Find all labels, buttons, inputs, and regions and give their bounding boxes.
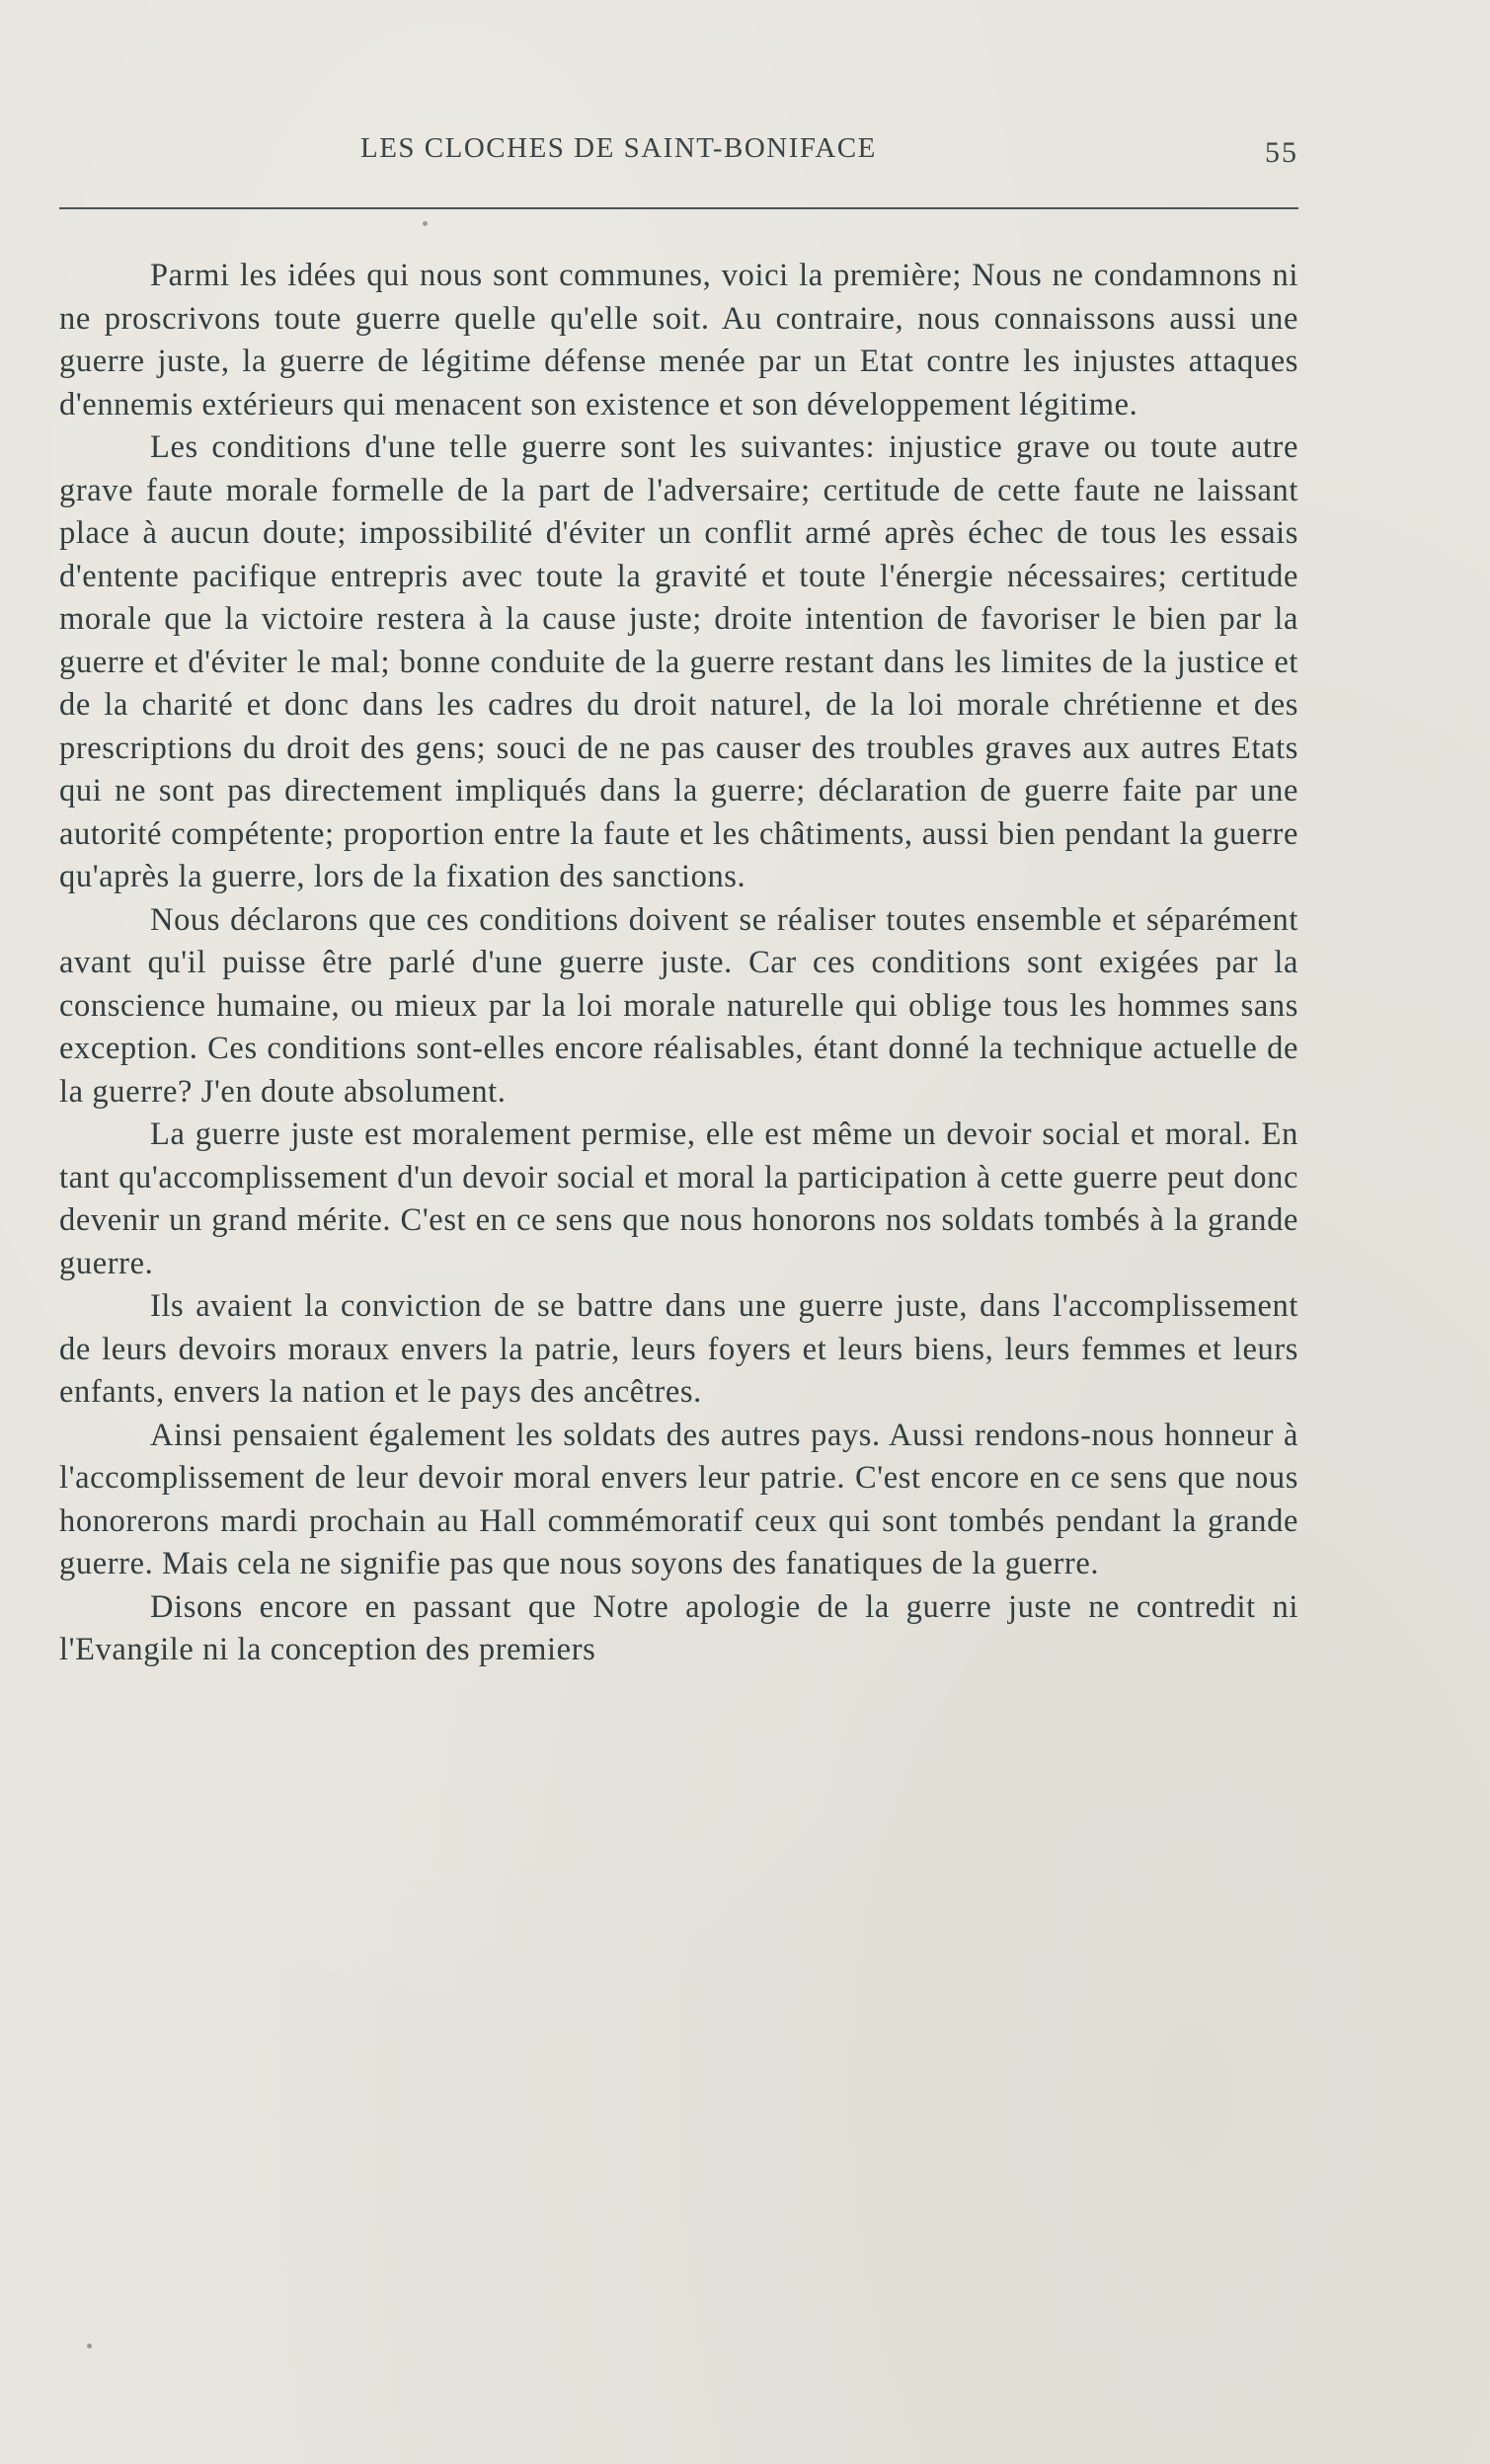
running-title: LES CLOCHES DE SAINT-BONIFACE <box>360 132 877 164</box>
paragraph: Nous déclarons que ces conditions doivent se réaliser toutes ensemble et séparément avant qu'il puisse être parlé d'une guerre juste. Car ces conditions sont exigées par la conscience humaine, ou mieux par la loi morale naturelle qui oblige tous les hommes sans exception. Ces conditions sont-elles encore réalisables, étant donné la technique actuelle de la guerre? J'en doute absolument. <box>59 901 1298 1110</box>
paper-speck <box>423 221 428 226</box>
page-header <box>59 126 1298 174</box>
paragraph: Ainsi pensaient également les soldats des autres pays. Aussi rendons-nous honneur à l'accomplissement de leur devoir moral envers leur patrie. C'est encore en ce sens que nous honorerons mardi prochain au Hall commémoratif ceux qui sont tombés pendant la grande guerre. Mais cela ne signifie pas que nous soyons des fanatiques de la guerre. <box>59 1417 1298 1581</box>
header-rule <box>59 207 1298 209</box>
paragraph: Les conditions d'une telle guerre sont les suivantes: injustice grave ou toute autre grave faute morale formelle de la part de l'adversaire; certitude de cette faute ne laissant place à aucun doute; impossibilité d'éviter un conflit armé après échec de tous les essais d'entente pacifique entrepris avec toute la gravité et toute l'énergie nécessaires; certitude morale que la victoire restera à la cause juste; droite intention de favoriser le bien par la guerre et d'éviter le mal; bonne conduite de la guerre restant dans les limites de la justice et de la charité et donc dans les cadres du droit naturel, de la loi morale chrétienne et des prescriptions du droit des gens; souci de ne pas causer des troubles graves aux autres Etats qui ne sont pas directement impliqués dans la guerre; déclaration de guerre faite par une autorité compétente; proportion entre la faute et les châtiments, aussi bien pendant la guerre qu'après la guerre, lors de la fixation des sanctions. <box>59 429 1298 894</box>
body-text <box>59 255 1298 1672</box>
paragraph: La guerre juste est moralement permise, elle est même un devoir social et moral. En tant qu'accomplissement d'un devoir social et moral la participation à cette guerre peut donc devenir un grand mérite. C'est en ce sens que nous honorons nos soldats tombés à la grande guerre. <box>59 1116 1298 1281</box>
paragraph: Disons encore en passant que Notre apologie de la guerre juste ne contredit ni l'Evangile ni la conception des premiers <box>59 1588 1298 1667</box>
paragraph: Parmi les idées qui nous sont communes, voici la première; Nous ne condamnons ni ne proscrivons toute guerre quelle qu'elle soit. Au contraire, nous connaissons aussi une guerre juste, la guerre de légitime défense menée par un Etat contre les injustes attaques d'ennemis extérieurs qui menacent son existence et son développement légitime. <box>59 258 1298 423</box>
paper-speck <box>87 2344 92 2348</box>
page-number: 55 <box>1265 136 1298 169</box>
paragraph: Ils avaient la conviction de se battre dans une guerre juste, dans l'accomplissement de leurs devoirs moraux envers la patrie, leurs foyers et leurs biens, leurs femmes et leurs enfants, envers la nation et le pays des ancêtres. <box>59 1288 1298 1410</box>
